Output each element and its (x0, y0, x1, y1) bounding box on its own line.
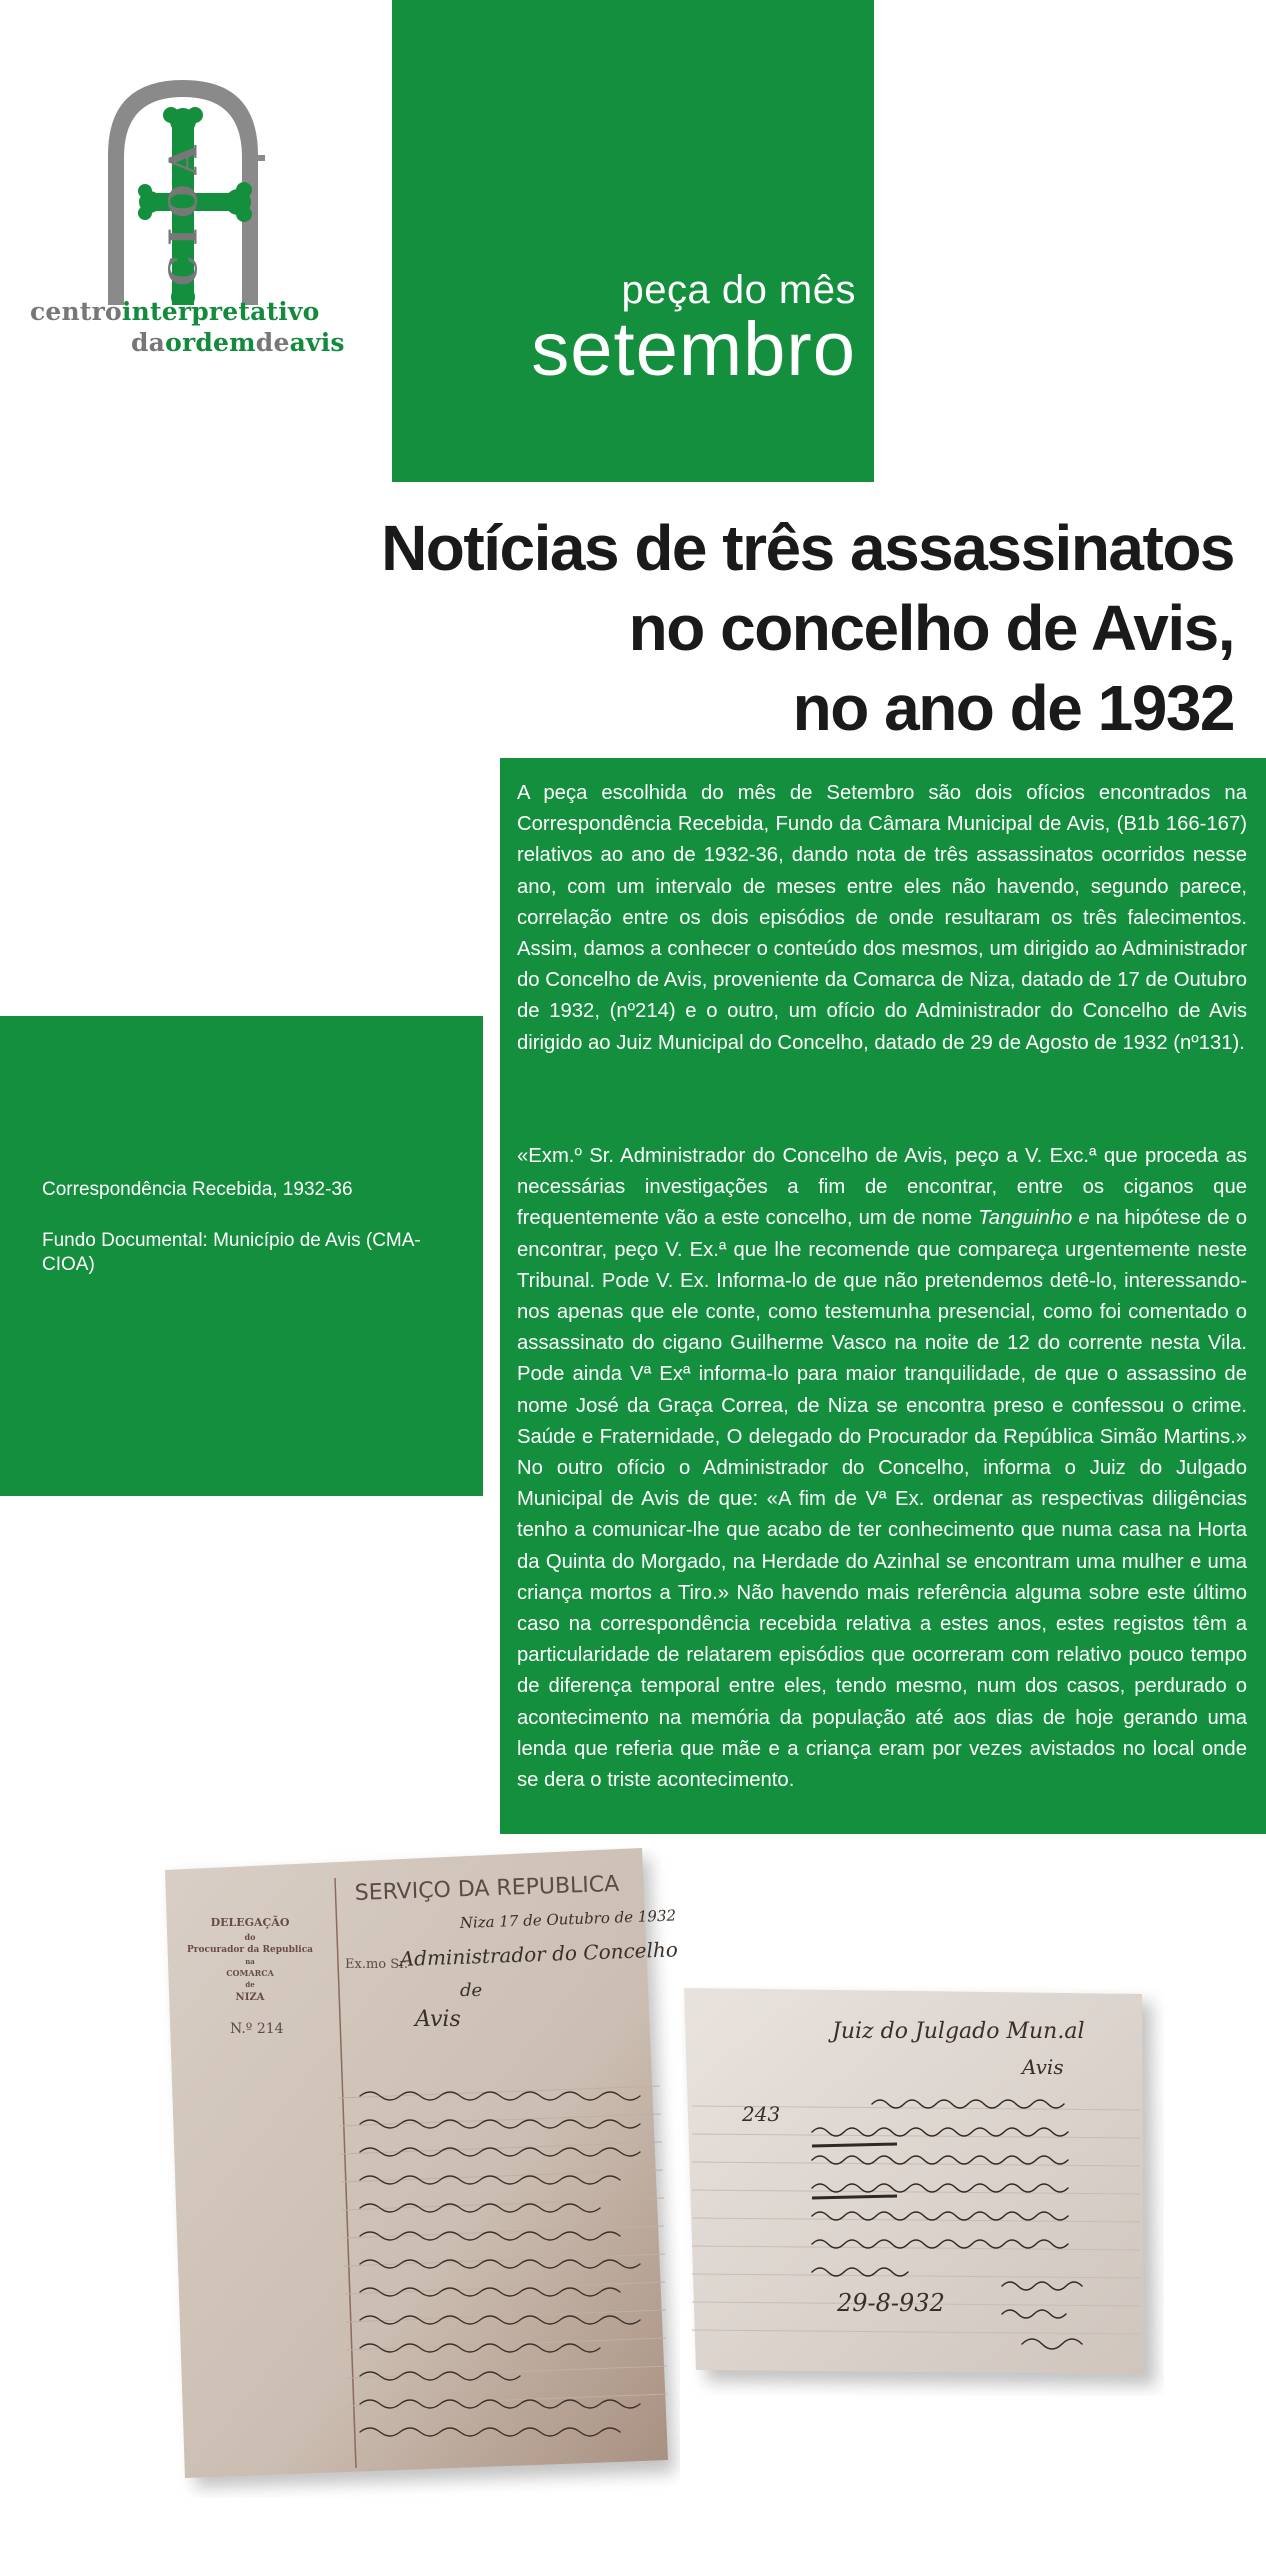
document-photo-1 (160, 1848, 680, 2498)
logo (28, 75, 345, 365)
page-title (234, 508, 1234, 748)
paragraph-transcription: «Exm.º Sr. Administrador do Concelho de Avis, peço a V. Exc.ª que proceda as necessárias investigações a fim de encontrar, entre os ciganos que frequentemente vão a este concelho, um de nome Tanguinho e na hipótese de o encontrar, peço V. Ex.ª que lhe recomende que compareça urgentemente neste Tribunal. Pode V. Ex. Informa-lo de que não pretendemos detê-lo, interessando-nos apenas que ele conte, como testemunha presencial, como foi comentado o assassinato do cigano Guilherme Vasco na noite de 12 do corrente nesta Vila. Pode ainda Vª Exª informa-lo para maior tranquilidade, de que o assassino de nome José da Graça Correa, de Niza se encontra preso e confessou o crime. Saúde e Fraternidade, O delegado do Procurador da República Simão Martins.» No outro ofício o Administrador do Concelho, informa o Juiz do Julgado Municipal de Avis de que: «A fim de Vª Ex. ordenar as respectivas diligências tenho a comunicar-lhe que acabo de ter conhecimento que numa casa na Horta da Quinta do Morgado, na Herdade do Azinhal se encontram uma mulher e uma criança mortos a Tiro.» Não havendo mais referência alguma sobre este último caso na correspondência recebida relativa a estes anos, estes registos têm a particularidade de relatarem episódios que ocorreram com relativo pouco tempo de diferença temporal entre eles, tendo mesmo, num dos casos, perdurado o acontecimento na memória da população até aos dias de hoje gerando uma lenda que referia que mãe e a criança eram por vezes avistados no local onde se dera o triste acontecimento. (517, 1145, 1247, 1792)
doc1-stamp-2: do (244, 1932, 256, 1942)
title-line-2: no concelho de Avis, (628, 592, 1234, 664)
doc1-stamp-7: NIZA (235, 1992, 265, 2003)
doc1-number: N.º 214 (230, 2021, 284, 2037)
doc1-addressee-3: Avis (415, 2007, 461, 2032)
doc1-stamp-6: de (245, 1980, 255, 1989)
doc1-stamp-3: Procurador da Republica (186, 1945, 314, 1955)
caption-source: Correspondência Recebida, 1932-36 (42, 1179, 353, 1200)
caption-fund: Fundo Documental: Município de Avis (CMA-CIOA) (42, 1230, 421, 1275)
caption-box (0, 1016, 483, 1496)
doc1-addressee-1: Administrador do Concelho (399, 1937, 679, 1971)
doc1-stamp-4: na (245, 1957, 255, 1966)
doc1-addressee-2: de (460, 1980, 483, 2001)
title-line-3: no ano de 1932 (792, 672, 1234, 744)
doc2-heading: Juiz do Julgado Mun.al (832, 2019, 1085, 2044)
doc2-date: 29-8-932 (837, 2289, 945, 2317)
month-header-box (392, 0, 874, 482)
doc1-date: Niza 17 de Outubro de 1932 (459, 1906, 677, 1932)
doc2-heading-2: Avis (1022, 2055, 1064, 2079)
logo-text-line1: centrointerpretativo (30, 297, 320, 326)
title-line-1: Notícias de três assassinatos (381, 512, 1234, 584)
italic-name: Tanguinho e (978, 1207, 1090, 1230)
doc2-number: 243 (742, 2102, 781, 2126)
article-text-box (500, 758, 1266, 1834)
header-subtitle: peça do mês (621, 268, 856, 312)
doc1-stamp-1: DELEGAÇÃO (210, 1916, 290, 1929)
header-month: setembro (531, 307, 856, 392)
logo-monogram: CIOA (160, 135, 206, 286)
logo-text-line2: daordemdeavis (131, 328, 345, 357)
document-photo-2 (682, 1986, 1164, 2396)
doc1-letterhead: SERVIÇO DA REPUBLICA (354, 1871, 620, 1906)
doc1-addressee-prefix: Ex.mo Sr. (345, 1957, 409, 1972)
paragraph-intro: A peça escolhida do mês de Setembro são dois ofícios encontrados na Correspondência Recebida, Fundo da Câmara Municipal de Avis, (B1b 166-167) relativos ao ano de 1932-36, dando nota de três assassinatos ocorridos nesse ano, com um intervalo de meses entre eles não havendo, segundo parece, correlação entre os dois episódios de onde resultaram os três falecimentos. Assim, damos a conhecer o conteúdo dos mesmos, um dirigido ao Administrador do Concelho de Avis, proveniente da Comarca de Niza, datado de 17 de Outubro de 1932, (nº214) e o outro, um ofício do Administrador do Concelho de Avis dirigido ao Juiz Municipal do Concelho, datado de 29 de Agosto de 1932 (nº131). (517, 782, 1247, 1054)
doc1-stamp-5: COMARCA (226, 1968, 274, 1978)
